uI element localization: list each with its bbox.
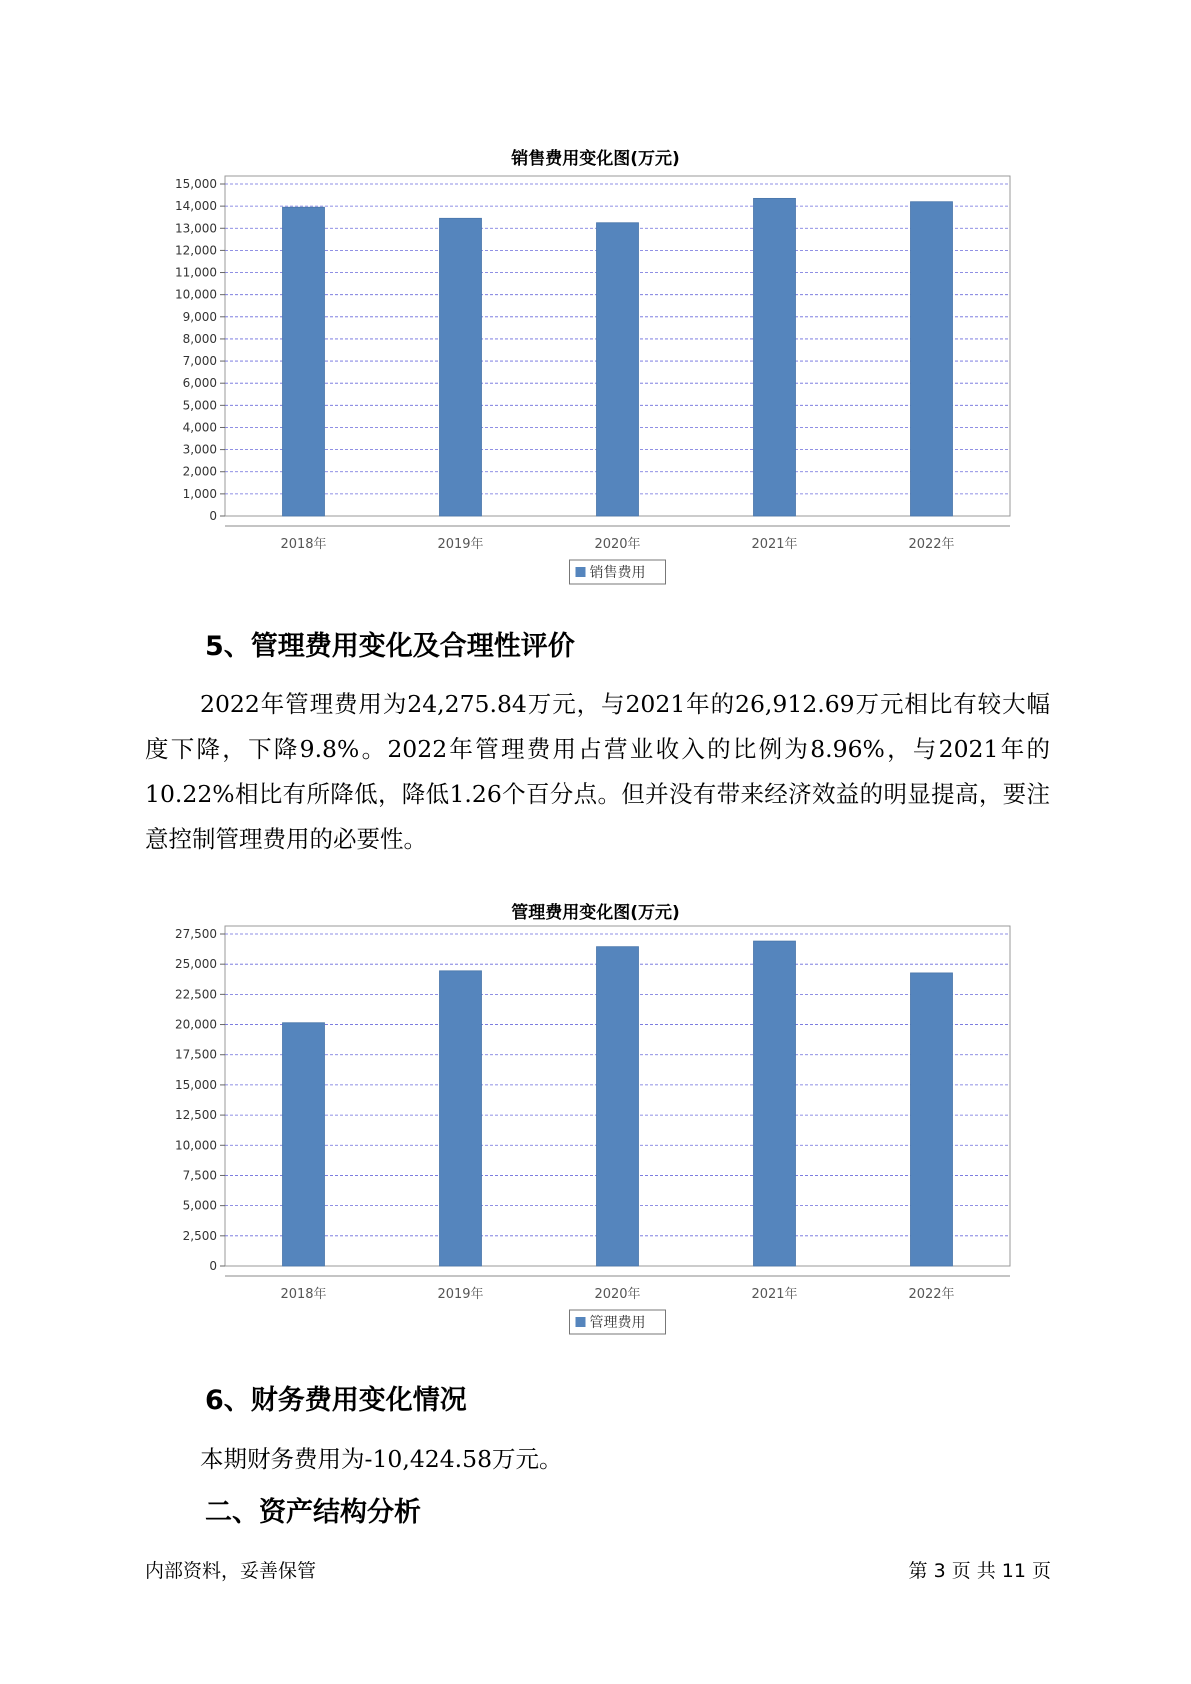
y-tick-label: 10,000 [175,1138,217,1153]
admin-chart-title: 管理费用变化图(万元) [511,903,680,923]
y-tick-label: 2,500 [182,1228,217,1243]
y-tick-label: 25,000 [175,957,217,972]
y-tick-label: 13,000 [175,221,217,236]
y-tick-label: 5,000 [182,398,217,413]
legend-swatch [576,567,586,577]
x-tick-label: 2021年 [751,1287,798,1302]
bar [911,973,953,1266]
y-tick-label: 2,000 [182,464,217,479]
y-tick-label: 7,000 [182,354,217,369]
legend-label: 销售费用 [589,565,646,581]
x-tick-label: 2018年 [280,1287,327,1302]
y-tick-label: 14,000 [175,199,217,214]
bar [597,223,639,516]
y-tick-label: 15,000 [175,177,217,191]
bar [754,198,796,516]
bar [911,202,953,516]
section5-paragraph: 2022年管理费用为24,275.84万元，与2021年的26,912.69万元相比有较大幅度下降，下降9.8%。2022年管理费用占营业收入的比例为8.96%，与2021年的10.22%相比有所降低，降低1.26个百分点。但并没有带来经济效益的明显提高，要注意控制管理费用的必要性。 [145,690,1050,853]
bar [283,207,325,516]
asset-structure-heading: 二、资产结构分析 [205,1497,421,1528]
sales-chart-title: 销售费用变化图(万元) [511,149,680,169]
y-tick-label: 5,000 [182,1198,217,1213]
bar [440,971,482,1266]
x-tick-label: 2019年 [437,537,484,552]
footer-confidential-note: 内部资料，妥善保管 [145,1560,317,1582]
y-tick-label: 8,000 [182,331,217,346]
section5-heading: 5、管理费用变化及合理性评价 [205,631,575,662]
section6-text: 本期财务费用为-10,424.58万元。 [200,1445,563,1473]
footer-page-number: 第 3 页 共 11 页 [908,1560,1051,1582]
bar [440,218,482,516]
bar [754,941,796,1266]
y-tick-label: 15,000 [175,1077,217,1092]
x-tick-label: 2022年 [908,1287,955,1302]
y-tick-label: 9,000 [182,309,217,324]
bar [597,947,639,1266]
y-tick-label: 1,000 [182,486,217,501]
legend-swatch [576,1317,586,1327]
y-tick-label: 0 [209,1259,217,1273]
y-tick-label: 27,500 [175,927,217,941]
y-tick-label: 6,000 [182,376,217,391]
y-tick-label: 7,500 [182,1168,217,1183]
y-tick-label: 12,000 [175,243,217,258]
y-tick-label: 12,500 [175,1108,217,1123]
bar [283,1023,325,1266]
section6-heading: 6、财务费用变化情况 [205,1385,467,1416]
y-tick-label: 3,000 [182,442,217,457]
y-tick-label: 17,500 [175,1047,217,1062]
legend [570,1310,666,1334]
x-tick-label: 2018年 [280,537,327,552]
x-tick-label: 2019年 [437,1287,484,1302]
legend [570,560,666,584]
x-tick-label: 2022年 [908,537,955,552]
admin-expense-chart [0,900,1191,1331]
y-tick-label: 4,000 [182,420,217,435]
y-tick-label: 10,000 [175,287,217,302]
x-tick-label: 2021年 [751,537,798,552]
x-tick-label: 2020年 [594,537,641,552]
sales-expense-chart [0,150,1191,581]
y-tick-label: 11,000 [175,265,217,280]
legend-label: 管理费用 [589,1315,646,1331]
y-tick-label: 0 [209,509,217,523]
x-tick-label: 2020年 [594,1287,641,1302]
y-tick-label: 20,000 [175,1017,217,1032]
y-tick-label: 22,500 [175,987,217,1002]
